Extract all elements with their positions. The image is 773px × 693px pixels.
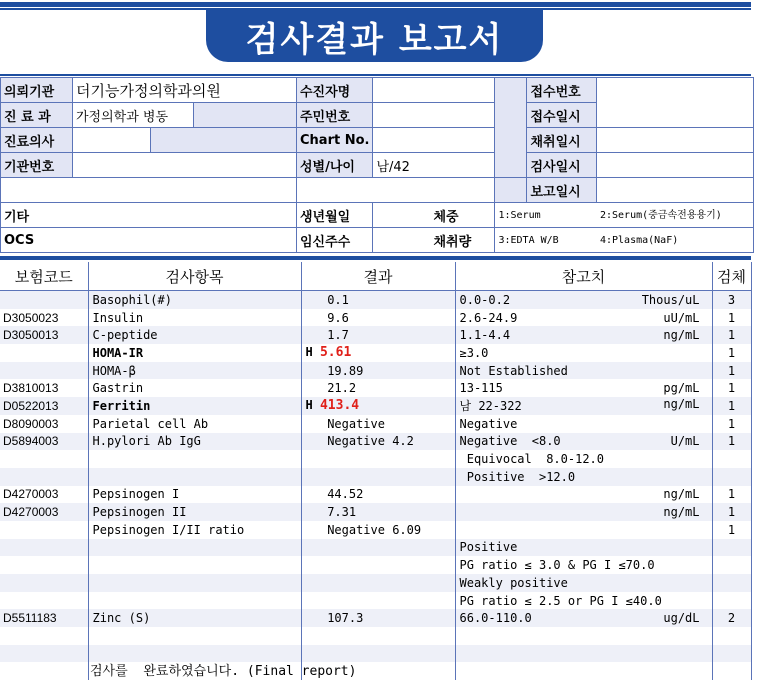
chart-no-value (373, 128, 495, 153)
reference-range: Negative <8.0 U/mL (455, 433, 712, 451)
specimen-no (712, 627, 751, 645)
result-value: 44.52 (327, 487, 364, 502)
test-item (88, 556, 301, 574)
test-result (301, 397, 455, 415)
test-item (88, 468, 301, 486)
table-row (0, 326, 751, 344)
test-result (301, 379, 455, 397)
unit: pg/mL (663, 381, 700, 396)
test-item: Pepsinogen I (88, 486, 301, 504)
report-title: 검사결과 보고서 (206, 10, 543, 62)
unit: ng/mL (663, 505, 700, 520)
insurance-code: D8090003 (0, 415, 88, 433)
insurance-code: D3050023 (0, 309, 88, 327)
test-result (301, 556, 455, 574)
patient-name-label: 수진자명 (297, 78, 373, 103)
test-result (301, 291, 455, 309)
test-item: Pepsinogen I/II ratio (88, 521, 301, 539)
table-row (0, 450, 751, 468)
reference-range: 1.1-4.4 ng/mL (455, 326, 712, 344)
insurance-code (0, 627, 88, 645)
test-result (301, 539, 455, 557)
table-row (0, 556, 751, 574)
receipt-no-label: 접수번호 (527, 78, 597, 103)
test-item: H.pylori Ab IgG (88, 433, 301, 451)
reference-range (455, 486, 712, 504)
weight-label: 체중 (373, 203, 495, 228)
result-value: 7.31 (327, 505, 357, 520)
result-value: 1.7 (327, 328, 349, 343)
reference-range: Positive (455, 539, 712, 557)
result-value: 0.1 (327, 292, 349, 307)
result-flag: H (305, 398, 313, 413)
doctor-value (73, 128, 151, 153)
insurance-code (0, 468, 88, 486)
doctor-label: 진료의사 (1, 128, 73, 153)
specimen-no: 1 (712, 362, 751, 380)
col-item: 검사항목 (88, 262, 301, 291)
specimen-no: 1 (712, 344, 751, 362)
result-value: Negative 6.09 (327, 522, 422, 537)
col-code: 보험코드 (0, 262, 88, 291)
test-item: Gastrin (88, 379, 301, 397)
reference-range: 13-115 pg/mL (455, 379, 712, 397)
dob-label: 생년월일 (297, 203, 373, 228)
unit: uU/mL (663, 310, 700, 325)
table-row (0, 521, 751, 539)
test-result (301, 627, 455, 645)
result-flag: H (305, 345, 313, 360)
test-item: Pepsinogen II (88, 503, 301, 521)
reference-range: Weakly positive (455, 574, 712, 592)
unit: ng/mL (663, 397, 700, 412)
unit: ng/mL (663, 487, 700, 502)
dept-value: 가정의학과 병동 (73, 103, 194, 128)
top-rule (0, 2, 751, 7)
reference-range: 남 22-322 ng/mL (455, 397, 712, 415)
test-result (301, 433, 455, 451)
table-row (0, 609, 751, 627)
reference-range (455, 627, 712, 645)
insurance-code: D3050013 (0, 326, 88, 344)
org-no-value (73, 153, 297, 178)
specimen-no (712, 574, 751, 592)
result-value: 9.6 (327, 310, 349, 325)
dept-label: 진 료 과 (1, 103, 73, 128)
specimen-no (712, 539, 751, 557)
collect-date-label: 채취일시 (527, 128, 597, 153)
insurance-code (0, 574, 88, 592)
specimen-no: 2 (712, 609, 751, 627)
test-item: C-peptide (88, 326, 301, 344)
specimen-1: 1:Serum (495, 203, 597, 228)
col-specimen: 검체 (712, 262, 751, 291)
reference-range: ≥3.0 (455, 344, 712, 362)
test-item: HOMA-IR (88, 344, 301, 362)
test-item: Insulin (88, 309, 301, 327)
specimen-no (712, 645, 751, 663)
ocs-label: OCS (1, 228, 297, 253)
test-result (301, 326, 455, 344)
specimen-no: 1 (712, 326, 751, 344)
specimen-no: 1 (712, 486, 751, 504)
table-row (0, 468, 751, 486)
ssn-label: 주민번호 (297, 103, 373, 128)
pregnancy-label: 임신주수 (297, 228, 373, 253)
test-result (301, 309, 455, 327)
receipt-no-value (597, 78, 754, 128)
results-rule (0, 256, 751, 260)
specimen-no: 1 (712, 379, 751, 397)
specimen-no: 3 (712, 291, 751, 309)
collect-date-value (597, 128, 754, 153)
insurance-code: D5894003 (0, 433, 88, 451)
reference-range (455, 645, 712, 663)
unit: ug/dL (663, 611, 700, 626)
patient-name-value (373, 78, 495, 103)
specimen-no: 1 (712, 503, 751, 521)
test-result (301, 468, 455, 486)
reference-range: 2.6-24.9 uU/mL (455, 309, 712, 327)
test-result (301, 503, 455, 521)
reference-range (455, 662, 712, 680)
table-row (0, 592, 751, 610)
reference-range: Not Established (455, 362, 712, 380)
test-item: HOMA-β (88, 362, 301, 380)
test-result (301, 450, 455, 468)
reference-range: PG ratio ≤ 3.0 & PG I ≤70.0 (455, 556, 712, 574)
reference-range: 0.0-0.2 Thous/uL (455, 291, 712, 309)
unit: Thous/uL (641, 292, 700, 307)
result-value: 19.89 (327, 363, 364, 378)
insurance-code (0, 556, 88, 574)
collect-vol-label: 채취량 (373, 228, 495, 253)
insurance-code: D4270003 (0, 486, 88, 504)
test-date-label: 검사일시 (527, 153, 597, 178)
header-rule (0, 74, 751, 76)
unit: ng/mL (663, 328, 700, 343)
result-value: Negative (327, 416, 385, 431)
specimen-no (712, 592, 751, 610)
reference-range: 66.0-110.0 ug/dL (455, 609, 712, 627)
specimen-no: 1 (712, 415, 751, 433)
test-item (88, 592, 301, 610)
insurance-code (0, 645, 88, 663)
unit: U/mL (670, 434, 700, 449)
result-value: 107.3 (327, 611, 364, 626)
specimen-no (712, 556, 751, 574)
insurance-code: D0522013 (0, 397, 88, 415)
test-item (88, 539, 301, 557)
specimen-no (712, 450, 751, 468)
test-item: Basophil(#) (88, 291, 301, 309)
test-item: Parietal cell Ab (88, 415, 301, 433)
test-result (301, 344, 455, 362)
ordering-org-value: 더기능가정의학과의원 (73, 78, 297, 103)
specimen-no (712, 662, 751, 680)
specimen-no: 1 (712, 521, 751, 539)
reference-range: Negative (455, 415, 712, 433)
table-row (0, 433, 751, 451)
specimen-3: 3:EDTA W/B (495, 228, 597, 253)
test-item (88, 450, 301, 468)
insurance-code (0, 662, 88, 680)
col-result: 결과 (301, 262, 455, 291)
table-row (0, 574, 751, 592)
specimen-no: 1 (712, 397, 751, 415)
etc-label: 기타 (1, 203, 297, 228)
test-result (301, 609, 455, 627)
reference-range: PG ratio ≤ 2.5 or PG I ≤40.0 (455, 592, 712, 610)
ssn-value (373, 103, 495, 128)
insurance-code (0, 344, 88, 362)
insurance-code (0, 291, 88, 309)
test-item (88, 574, 301, 592)
reference-range: Equivocal 8.0-12.0 (455, 450, 712, 468)
final-report-note: 검사를 완료하였습니다. (Final report) (90, 664, 357, 679)
test-result (301, 415, 455, 433)
reference-range (455, 503, 712, 521)
table-row (0, 344, 751, 362)
report-date-value (597, 178, 754, 203)
specimen-4: 4:Plasma(NaF) (597, 228, 754, 253)
test-result (301, 574, 455, 592)
test-item: Ferritin (88, 397, 301, 415)
patient-info-table (0, 77, 754, 253)
table-row (0, 627, 751, 645)
sex-age-value: 남/42 (373, 153, 495, 178)
table-row (0, 503, 751, 521)
insurance-code (0, 539, 88, 557)
org-no-label: 기관번호 (1, 153, 73, 178)
table-row (0, 486, 751, 504)
table-row (0, 539, 751, 557)
result-value: 5.61 (319, 345, 352, 361)
test-item (88, 627, 301, 645)
test-item: Zinc (S) (88, 609, 301, 627)
result-value: 21.2 (327, 381, 357, 396)
table-row (0, 379, 751, 397)
specimen-no (712, 468, 751, 486)
insurance-code (0, 592, 88, 610)
sex-age-label: 성별/나이 (297, 153, 373, 178)
receipt-date-label: 접수일시 (527, 103, 597, 128)
insurance-code (0, 450, 88, 468)
test-date-value (597, 153, 754, 178)
insurance-code (0, 521, 88, 539)
specimen-no: 1 (712, 433, 751, 451)
test-result (301, 362, 455, 380)
table-row (0, 309, 751, 327)
test-result (301, 486, 455, 504)
result-value: Negative 4.2 (327, 434, 414, 449)
results-table (0, 262, 752, 680)
ordering-org-label: 의뢰기관 (1, 78, 73, 103)
chart-no-label: Chart No. (297, 128, 373, 153)
result-value: 413.4 (319, 398, 360, 414)
report-date-label: 보고일시 (527, 178, 597, 203)
table-row (0, 415, 751, 433)
specimen-no: 1 (712, 309, 751, 327)
insurance-code: D4270003 (0, 503, 88, 521)
reference-range: Positive >12.0 (455, 468, 712, 486)
test-result (301, 521, 455, 539)
reference-range (455, 521, 712, 539)
table-row (0, 397, 751, 415)
table-row (0, 362, 751, 380)
col-ref: 참고치 (455, 262, 712, 291)
insurance-code: D3810013 (0, 379, 88, 397)
insurance-code (0, 362, 88, 380)
test-result (301, 592, 455, 610)
specimen-2: 2:Serum(중금속전용용기) (597, 203, 754, 228)
insurance-code: D5511183 (0, 609, 88, 627)
table-row (0, 291, 751, 309)
